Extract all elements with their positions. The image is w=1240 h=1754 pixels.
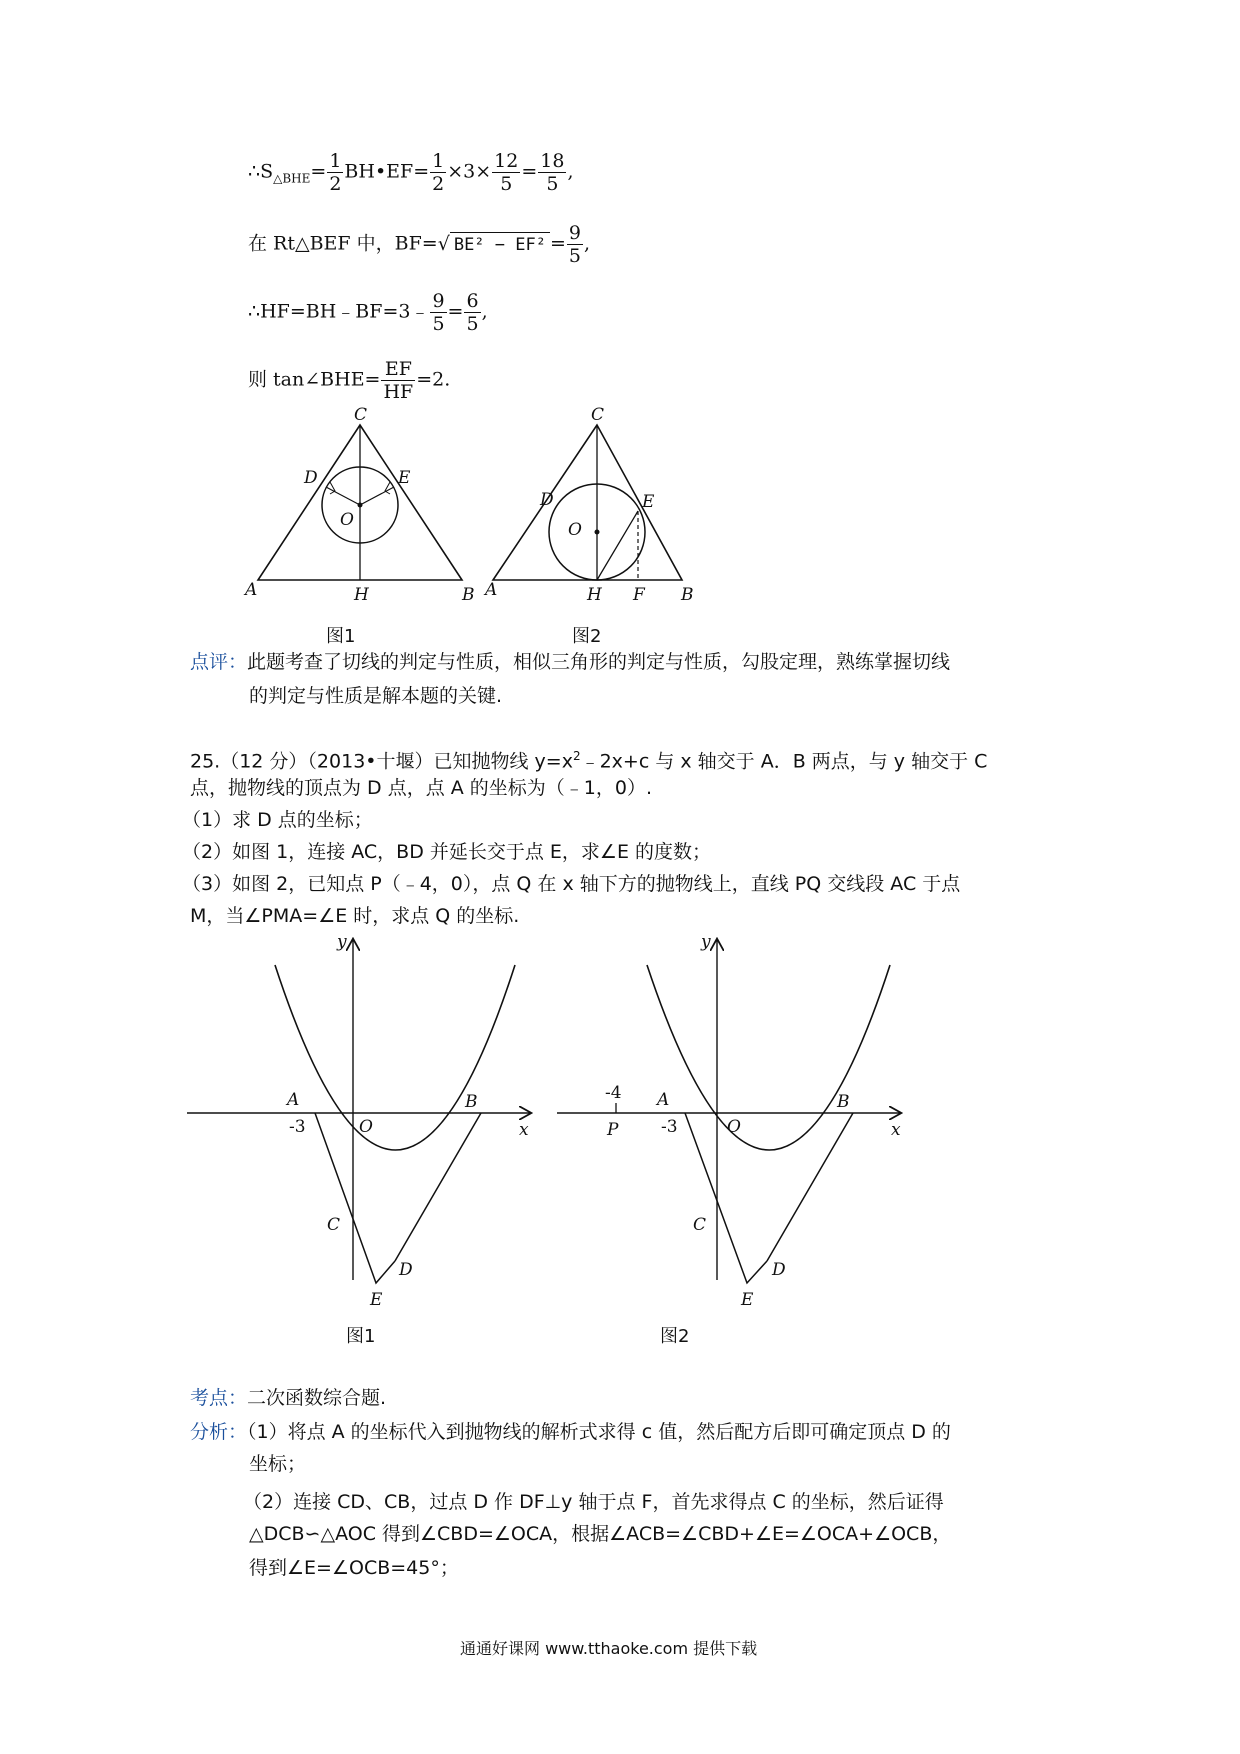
- fig1-label-h: H: [354, 585, 369, 605]
- fig1-label-e: E: [398, 468, 411, 488]
- kaodian-label: 考点：: [190, 1387, 248, 1409]
- triangle-fig2: [483, 405, 694, 605]
- fig2-tick-m3: -3: [661, 1117, 678, 1137]
- fig2-label-p: P: [607, 1120, 619, 1140]
- problem-line1: 25.（12 分）（2013•十堰）已知抛物线 $y=x^2﹣2x+c$ 与 x 轴交于 A．B 两点，与 y 轴交于 C: [190, 749, 988, 773]
- fenxi-line2c: 得到∠E=∠OCB=45°；: [249, 1557, 459, 1579]
- fig1-axis-y: y: [337, 935, 347, 952]
- parabola-fig1: [187, 935, 530, 1310]
- page-footer: 通通好课网 www.tthaoke.com 提供下载: [460, 1639, 758, 1658]
- fig2-label-o: O: [727, 1117, 741, 1137]
- fig1-label-c: C: [327, 1215, 341, 1235]
- triangle-figures: [240, 405, 720, 630]
- problem-q2: （2）如图 1，连接 AC，BD 并延长交于点 E，求∠E 的度数；: [182, 841, 712, 863]
- fig2-tick-m4: -4: [605, 1083, 622, 1103]
- parabola-fig2: [557, 935, 901, 1310]
- fig1-label-b: B: [462, 585, 475, 605]
- fig2-label-f: F: [633, 585, 645, 605]
- fraction: $\frac{18}{5}$: [540, 150, 565, 195]
- math-line-tan: 则 tan∠BHE= $\frac{EF}{HF}$ =2.: [248, 358, 451, 403]
- fenxi-line1b: 坐标；: [249, 1453, 307, 1475]
- fig1-label-a: A: [245, 580, 258, 600]
- comment-line2: 的判定与性质是解本题的关键.: [249, 685, 503, 707]
- kaodian-line: 考点：二次函数综合题.: [190, 1387, 387, 1409]
- fig1-label-a: A: [287, 1090, 300, 1110]
- fig1-label-o: O: [340, 510, 354, 530]
- math-line-bf: 在 Rt△BEF 中，BF=√ BE² − EF² = $\frac{9}{5}$ ,: [248, 222, 591, 267]
- problem-q3: （3）如图 2，已知点 P（﹣4，0），点 Q 在 x 轴下方的抛物线上，直线 PQ 交线段 AC 于点: [182, 873, 961, 895]
- fraction: $\frac{6}{5}$: [466, 290, 479, 335]
- parabola-figures: [185, 935, 925, 1335]
- fig1-label-o: O: [359, 1117, 373, 1137]
- fig2-axis-y: y: [701, 935, 711, 952]
- fig1-axis-x: x: [519, 1120, 529, 1140]
- fig1-label-d: D: [399, 1260, 413, 1280]
- fig2-axis-x: x: [891, 1120, 901, 1140]
- fraction: $\frac{9}{5}$: [432, 290, 445, 335]
- comment-label: 点评：: [190, 651, 248, 673]
- triangle-fig1: [243, 405, 475, 605]
- problem-q1: （1）求 D 点的坐标；: [182, 809, 373, 831]
- fraction: $\frac{1}{2}$: [329, 150, 342, 195]
- fig1-label-d: D: [304, 468, 318, 488]
- fig2-label-d: D: [540, 490, 554, 510]
- math-line-hf: ∴HF=BH﹣BF=3﹣ $\frac{9}{5}$ = $\frac{6}{5}$ ,: [248, 290, 488, 335]
- fenxi-line1: 分析：（1）将点 A 的坐标代入到抛物线的解析式求得 c 值，然后配方后即可确定顶点 D 的: [190, 1421, 951, 1443]
- fig2-label-b: B: [837, 1092, 850, 1112]
- fenxi-line2: （2）连接 CD、CB，过点 D 作 DF⊥y 轴于点 F，首先求得点 C 的坐标，然后证得: [243, 1491, 944, 1513]
- fraction: $\frac{1}{2}$: [432, 150, 445, 195]
- para-fig2-caption: 图2: [660, 1326, 690, 1347]
- fig2-label-d: D: [772, 1260, 786, 1280]
- comment-line1: 点评：此题考查了切线的判定与性质，相似三角形的判定与性质，勾股定理，熟练掌握切线: [190, 651, 951, 673]
- sqrt: √ BE² − EF²: [438, 232, 550, 257]
- para-fig1-caption: 图1: [346, 1326, 376, 1347]
- problem-q3b: M，当∠PMA=∠E 时，求点 Q 的坐标.: [190, 905, 520, 927]
- fig2-label-o: O: [568, 520, 582, 540]
- fenxi-label: 分析：: [190, 1421, 248, 1443]
- fig2-label-a: A: [485, 580, 498, 600]
- fraction: $\frac{EF}{HF}$: [383, 358, 414, 403]
- fig2-label-h: H: [587, 585, 602, 605]
- fenxi-line2b: △DCB∽△AOC 得到∠CBD=∠OCA，根据∠ACB=∠CBD+∠E=∠OCA+∠OCB，: [249, 1523, 952, 1545]
- fig2-label-e: E: [642, 492, 655, 512]
- fraction: $\frac{9}{5}$: [568, 222, 581, 267]
- math-line-area: $\therefore S_{\triangle BHE}=$ $\frac{1}{2}$ BH•EF= $\frac{1}{2}$ ×3× $\frac{12}{5}$ = $\frac{18}{5}$ ,: [248, 150, 574, 195]
- fraction: $\frac{12}{5}$: [494, 150, 519, 195]
- fig2-label-a: A: [657, 1090, 670, 1110]
- fig2-label-e: E: [741, 1290, 754, 1310]
- fig2-label-c: C: [591, 405, 605, 425]
- fig1-tick-m3: -3: [289, 1117, 306, 1137]
- fig2-label-c: C: [693, 1215, 707, 1235]
- tri-fig2-caption: 图2: [572, 626, 602, 647]
- fig1-label-b: B: [465, 1092, 478, 1112]
- fig1-label-e: E: [370, 1290, 383, 1310]
- tri-fig1-caption: 图1: [326, 626, 356, 647]
- problem-line2: 点，抛物线的顶点为 D 点，点 A 的坐标为（﹣1，0）.: [190, 777, 653, 799]
- fig2-label-b: B: [681, 585, 694, 605]
- fig1-label-c: C: [354, 405, 368, 425]
